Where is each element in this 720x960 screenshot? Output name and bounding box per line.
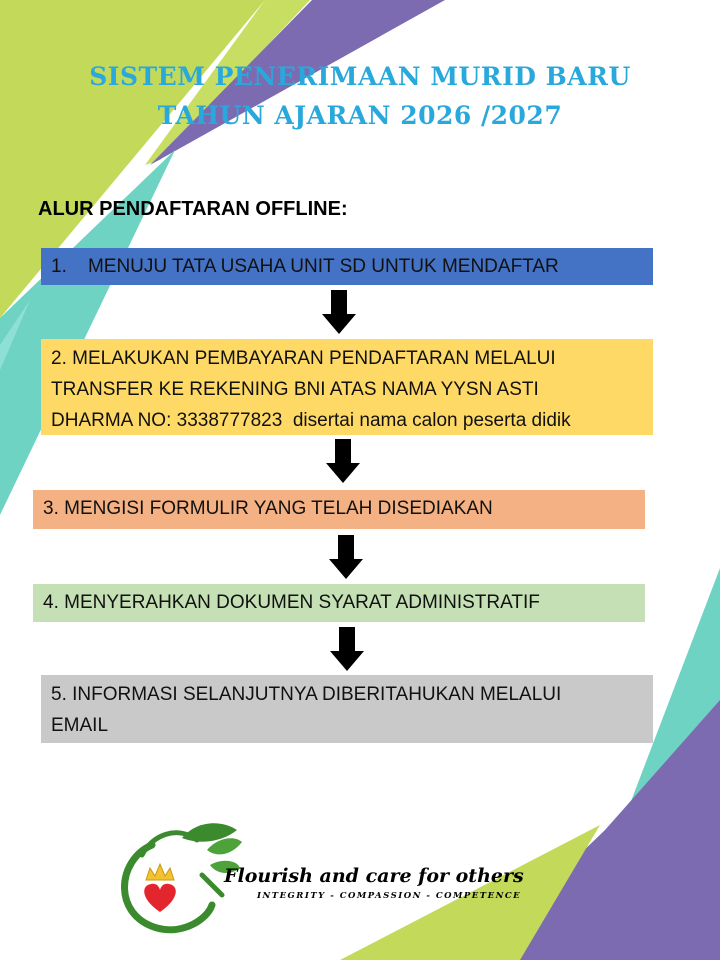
step-2-text-line1: 2. MELAKUKAN PEMBAYARAN PENDAFTARAN MELALUI (51, 348, 556, 369)
logo-values: INTEGRITY - COMPASSION - COMPETENCE (257, 891, 522, 901)
step-1-text: 1. MENUJU TATA USAHA UNIT SD UNTUK MENDAFTAR (51, 256, 559, 277)
page-title-line2: TAHUN AJARAN 2026 /2027 (157, 101, 563, 130)
down-arrow-icon (329, 535, 363, 579)
step-1-box (41, 248, 653, 285)
down-arrow-icon (330, 627, 364, 671)
page-title-line1: SISTEM PENERIMAAN MURID BARU (89, 62, 631, 91)
step-4-text: 4. MENYERAHKAN DOKUMEN SYARAT ADMINISTRATIF (43, 592, 540, 613)
section-heading: ALUR PENDAFTARAN OFFLINE: (38, 198, 348, 220)
step-4-box (33, 584, 645, 622)
step-2-text-line2: TRANSFER KE REKENING BNI ATAS NAMA YYSN ASTI (51, 379, 539, 400)
step-3-text: 3. MENGISI FORMULIR YANG TELAH DISEDIAKAN (43, 498, 493, 519)
step-5-box (41, 675, 653, 743)
step-3-box (33, 490, 645, 529)
step-5-text-line1: 5. INFORMASI SELANJUTNYA DIBERITAHUKAN MELALUI (51, 684, 562, 705)
down-arrow-icon (326, 439, 360, 483)
step-2-text-line3: DHARMA NO: 3338777823 disertai nama calon peserta didik (51, 410, 571, 431)
step-2-box (41, 339, 653, 435)
logo-tagline: Flourish and care for others (224, 865, 524, 887)
down-arrow-icon (322, 290, 356, 334)
step-5-text-line2: EMAIL (51, 715, 109, 736)
